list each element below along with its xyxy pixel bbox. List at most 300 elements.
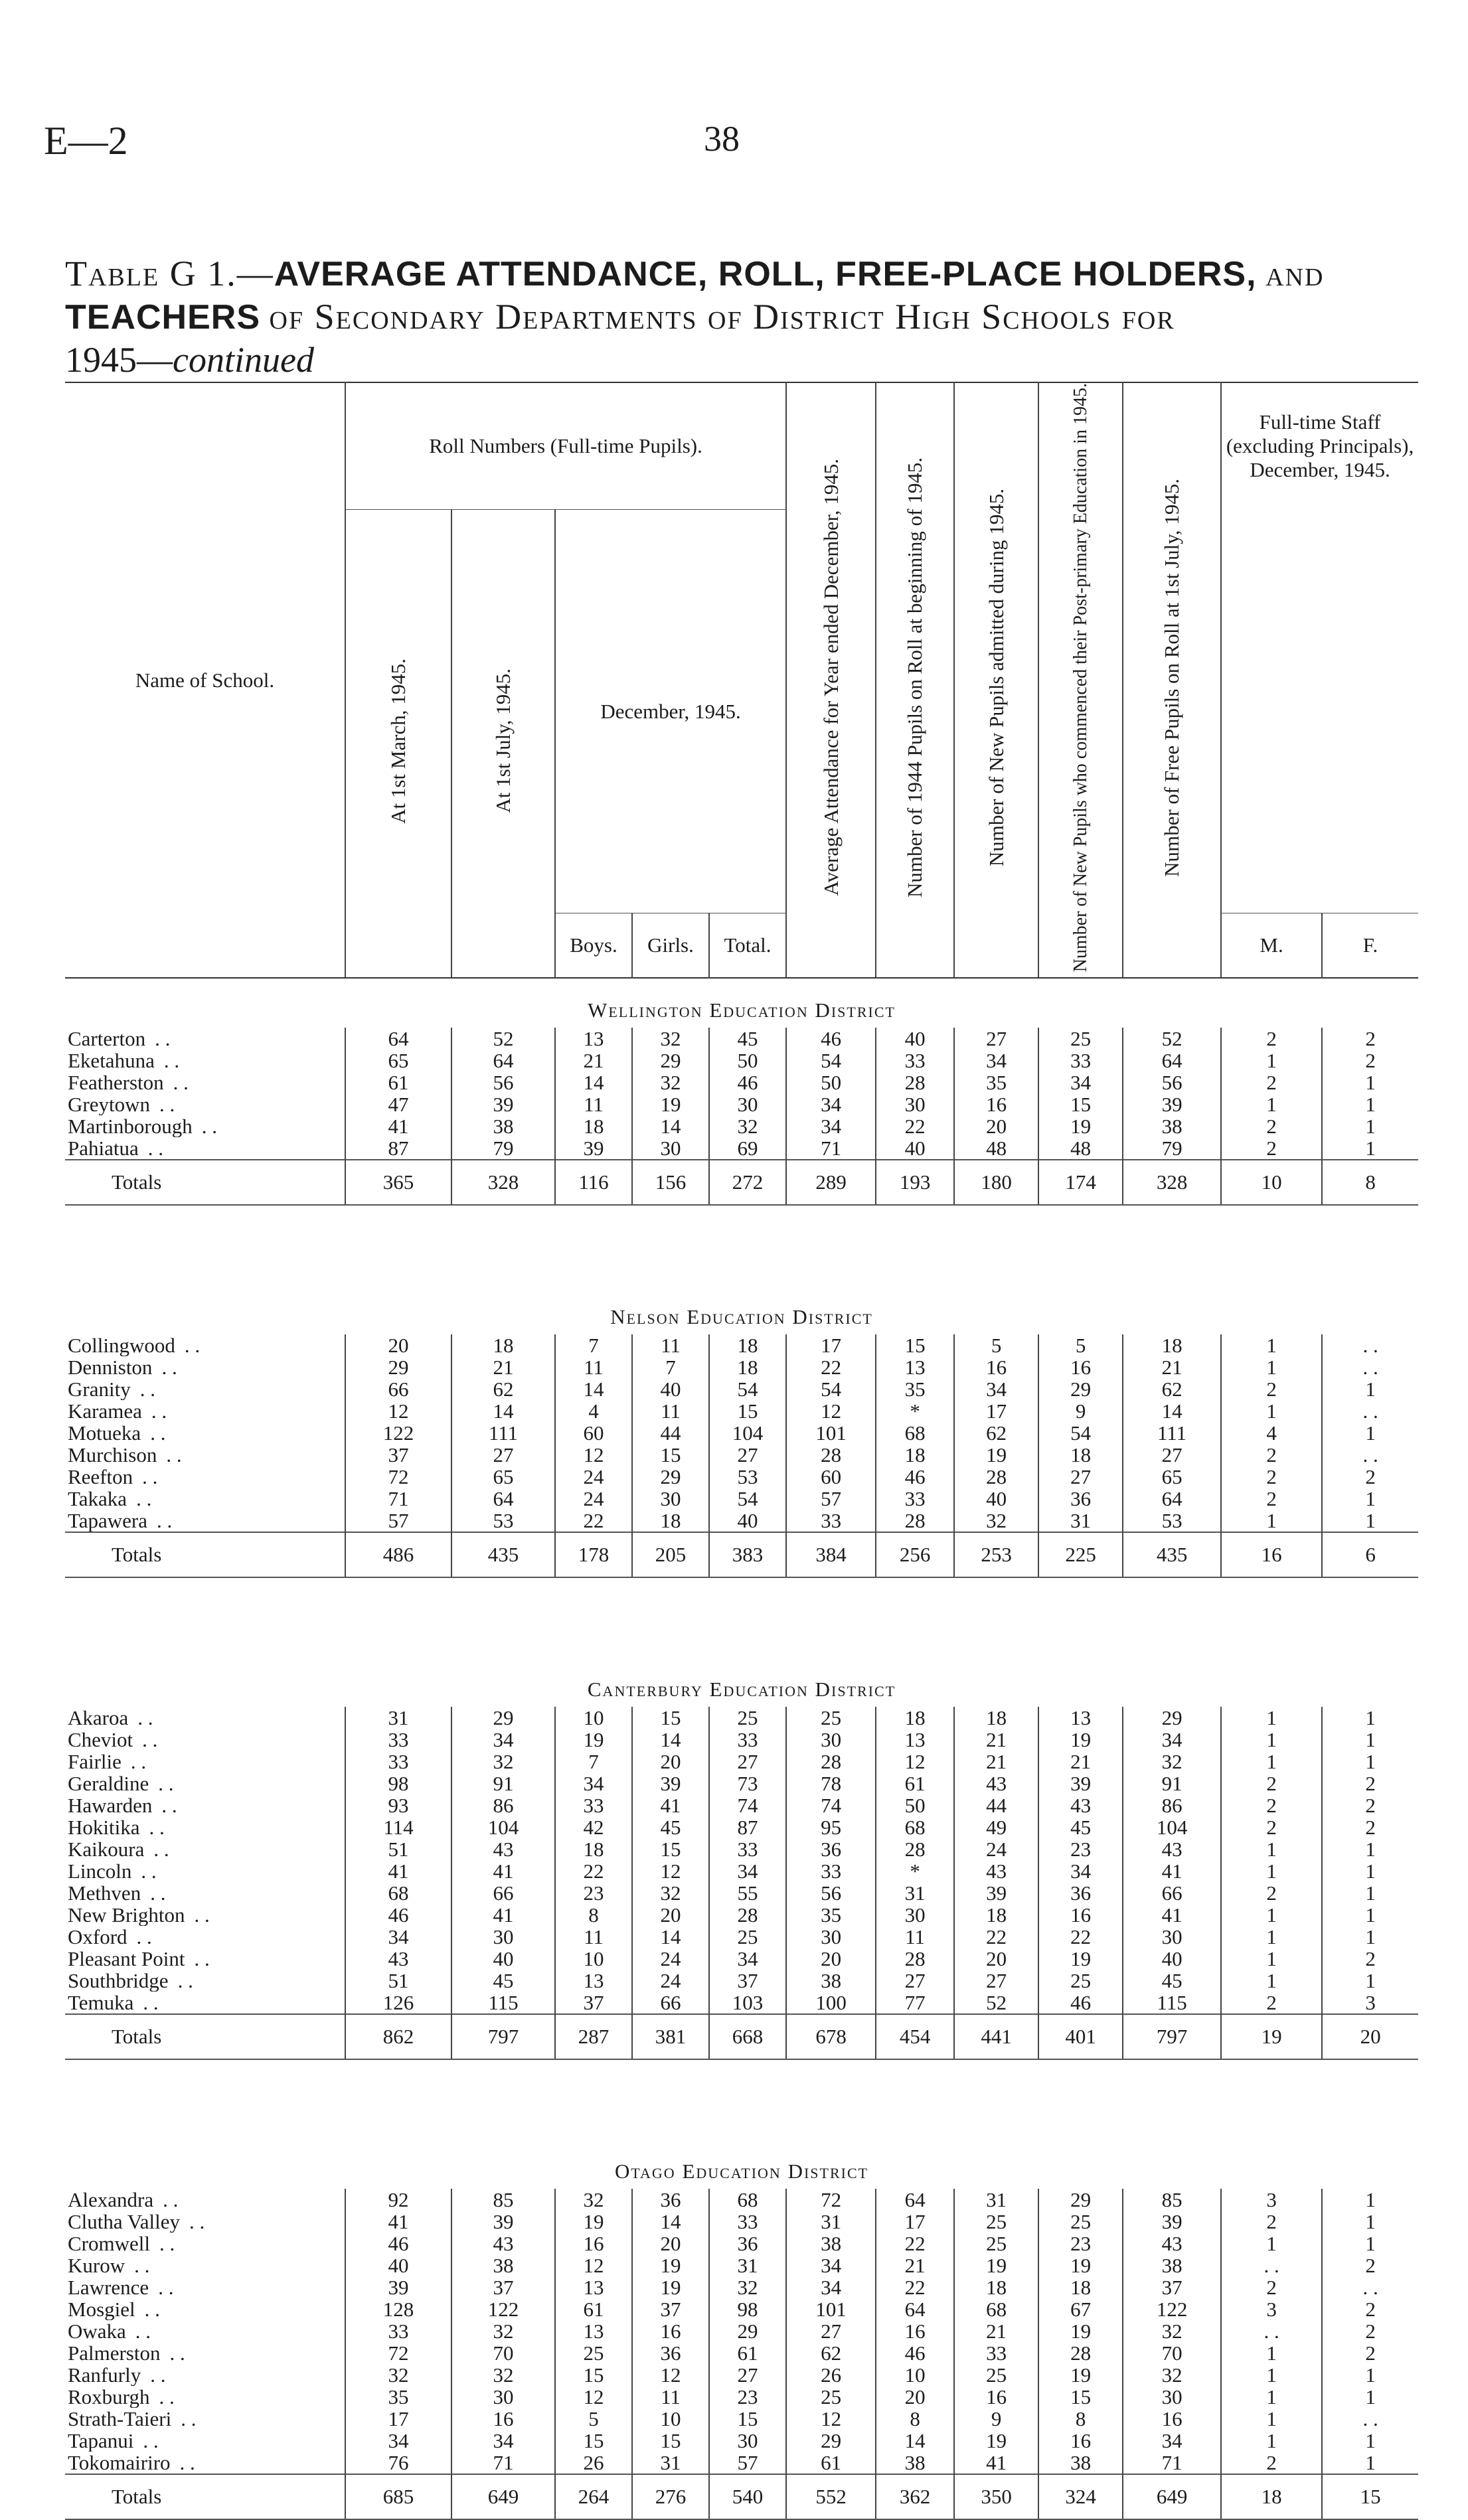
totals-cell: 649 — [1123, 2474, 1221, 2519]
leader-dots: . . — [201, 1115, 217, 1138]
table-cell: 40 — [632, 1378, 709, 1400]
table-cell: 41 — [1123, 1904, 1221, 1926]
table-cell: 31 — [1038, 1510, 1123, 1532]
table-cell: 13 — [555, 1970, 632, 1992]
table-cell: 27 — [709, 2364, 786, 2386]
school-name — [65, 1028, 345, 1050]
table-cell: 85 — [451, 2189, 555, 2211]
table-cell: . . — [1221, 2254, 1322, 2276]
table-row — [65, 1772, 1418, 1794]
table-cell: 19 — [954, 2254, 1038, 2276]
table-cell: 16 — [451, 2408, 555, 2430]
table-cell: 2 — [1322, 1466, 1418, 1488]
table-cell: 43 — [451, 2233, 555, 2254]
table-cell: 33 — [345, 1751, 451, 1772]
table-cell: 70 — [451, 2342, 555, 2364]
table-cell: 25 — [786, 2386, 876, 2408]
table-cell: 100 — [786, 1992, 876, 2014]
table-cell: 43 — [954, 1860, 1038, 1882]
table-row — [65, 1378, 1418, 1400]
table-cell: 1 — [1221, 2233, 1322, 2254]
leader-dots: . . — [147, 1137, 163, 1160]
table-cell: 37 — [451, 2276, 555, 2298]
table-cell: 115 — [451, 1992, 555, 2014]
table-cell: 24 — [555, 1488, 632, 1510]
table-row — [65, 1970, 1418, 1992]
school-name-text: Temuka — [68, 1992, 134, 2015]
table-row — [65, 1510, 1418, 1532]
school-name-text: Hokitika — [68, 1816, 140, 1839]
table-cell: 54 — [786, 1378, 876, 1400]
school-name-text: Oxford — [68, 1926, 127, 1948]
table-cell: 42 — [555, 1816, 632, 1838]
header-f: F. — [1322, 913, 1418, 978]
table-cell: 15 — [709, 2408, 786, 2430]
table-cell: 1 — [1221, 1334, 1322, 1356]
school-name — [65, 1093, 345, 1115]
totals-cell: 287 — [555, 2014, 632, 2059]
table-cell: 39 — [1123, 1093, 1221, 1115]
table-cell: 16 — [555, 2233, 632, 2254]
table-cell: 9 — [954, 2408, 1038, 2430]
school-name — [65, 1926, 345, 1948]
table-cell: 31 — [345, 1707, 451, 1729]
table-cell: 32 — [632, 1071, 709, 1093]
table-title — [65, 252, 1406, 381]
school-name — [65, 2430, 345, 2452]
leader-dots: . . — [159, 2386, 175, 2408]
table-cell: 31 — [786, 2211, 876, 2233]
table-row — [65, 2320, 1418, 2342]
table-cell: 61 — [555, 2298, 632, 2320]
table-cell: 39 — [954, 1882, 1038, 1904]
table-cell: 1 — [1322, 2430, 1418, 2452]
table-cell: 34 — [451, 1729, 555, 1751]
table-row — [65, 1400, 1418, 1422]
school-name-text: Akaroa — [68, 1707, 129, 1729]
table-cell: 18 — [954, 2276, 1038, 2298]
table-cell: 9 — [1038, 1400, 1123, 1422]
table-cell: 37 — [555, 1992, 632, 2014]
table-cell: 72 — [786, 2189, 876, 2211]
table-cell: 39 — [1038, 1772, 1123, 1794]
leader-dots: . . — [161, 1356, 177, 1379]
table-cell: 21 — [451, 1356, 555, 1378]
table-cell: 32 — [632, 1882, 709, 1904]
school-name — [65, 1356, 345, 1378]
table-row — [65, 2364, 1418, 2386]
table-cell: 18 — [954, 1904, 1038, 1926]
table-cell: 95 — [786, 1816, 876, 1838]
table-cell: 33 — [1038, 1050, 1123, 1071]
table-cell: 13 — [876, 1729, 954, 1751]
table-cell: 27 — [1123, 1444, 1221, 1466]
table-cell: 22 — [876, 1115, 954, 1137]
table-cell: 98 — [709, 2298, 786, 2320]
school-name — [65, 1115, 345, 1137]
table-cell: 12 — [632, 2364, 709, 2386]
table-cell: 56 — [786, 1882, 876, 1904]
school-name — [65, 1751, 345, 1772]
table-cell: 2 — [1322, 2342, 1418, 2364]
table-cell: 36 — [1038, 1488, 1123, 1510]
table-cell: 30 — [632, 1137, 709, 1160]
table-row — [65, 1050, 1418, 1071]
table-cell: 71 — [345, 1488, 451, 1510]
header-boys: Boys. — [555, 913, 632, 978]
school-name — [65, 1904, 345, 1926]
table-cell: 48 — [1038, 1137, 1123, 1160]
table-cell: 111 — [451, 1422, 555, 1444]
table-cell: 19 — [1038, 2364, 1123, 2386]
table-cell: 38 — [786, 1970, 876, 1992]
table-cell: 16 — [1038, 1356, 1123, 1378]
school-name — [65, 1948, 345, 1970]
school-name-text: Granity — [68, 1378, 131, 1401]
table-cell: 2 — [1221, 1466, 1322, 1488]
school-name-text: Eketahuna — [68, 1050, 155, 1072]
totals-cell: 328 — [451, 1160, 555, 1205]
totals-cell: 540 — [709, 2474, 786, 2519]
header-staff: Full-time Staff (excluding Principals), December, 1945. — [1221, 382, 1418, 510]
table-cell: 14 — [555, 1071, 632, 1093]
school-name-text: Karamea — [68, 1400, 142, 1423]
table-cell: 33 — [345, 2320, 451, 2342]
table-cell: 1 — [1221, 1948, 1322, 1970]
district-heading: Otago Education District — [614, 2160, 869, 2183]
table-cell: 10 — [555, 1707, 632, 1729]
table-cell: 7 — [555, 1751, 632, 1772]
school-name-text: Cheviot — [68, 1729, 133, 1751]
table-cell: 37 — [632, 2298, 709, 2320]
leader-dots: . . — [149, 1816, 165, 1839]
totals-cell: 8 — [1322, 1160, 1418, 1205]
table-cell: . . — [1322, 1444, 1418, 1466]
table-cell: 18 — [1038, 1444, 1123, 1466]
table-cell: 1 — [1322, 2211, 1418, 2233]
table-cell: 38 — [451, 2254, 555, 2276]
table-cell: 68 — [709, 2189, 786, 2211]
table-cell: 2 — [1322, 1050, 1418, 1071]
table-cell: 36 — [632, 2342, 709, 2364]
table-cell: 51 — [345, 1970, 451, 1992]
table-cell: 18 — [1038, 2276, 1123, 2298]
table-cell: 34 — [345, 1926, 451, 1948]
table-cell: 1 — [1221, 1729, 1322, 1751]
table-row — [65, 1948, 1418, 1970]
school-name — [65, 2298, 345, 2320]
table-cell: 91 — [451, 1772, 555, 1794]
table-cell: 2 — [1221, 1071, 1322, 1093]
table-cell: . . — [1322, 2408, 1418, 2430]
table-cell: 31 — [876, 1882, 954, 1904]
table-cell: 52 — [1123, 1028, 1221, 1050]
school-name-text: New Brighton — [68, 1904, 185, 1927]
table-cell: 17 — [876, 2211, 954, 2233]
table-cell: 19 — [632, 2276, 709, 2298]
table-cell: . . — [1322, 1400, 1418, 1422]
table-cell: 27 — [786, 2320, 876, 2342]
table-cell: 28 — [876, 1510, 954, 1532]
totals-cell: 276 — [632, 2474, 709, 2519]
table-cell: 48 — [954, 1137, 1038, 1160]
table-cell: 40 — [876, 1028, 954, 1050]
table-cell: 20 — [632, 1751, 709, 1772]
school-name — [65, 1707, 345, 1729]
table-cell: 1 — [1322, 1926, 1418, 1948]
table-cell: 1 — [1322, 1860, 1418, 1882]
totals-cell: 180 — [954, 1160, 1038, 1205]
totals-cell: 156 — [632, 1160, 709, 1205]
table-cell: 16 — [632, 2320, 709, 2342]
table-row — [65, 1751, 1418, 1772]
table-cell: 12 — [786, 2408, 876, 2430]
table-row — [65, 1882, 1418, 1904]
table-cell: 1 — [1322, 2364, 1418, 2386]
table-cell: 29 — [1038, 1378, 1123, 1400]
school-name-text: Carterton — [68, 1028, 146, 1050]
table-cell: 64 — [876, 2189, 954, 2211]
totals-cell: 116 — [555, 1160, 632, 1205]
table-cell: 28 — [1038, 2342, 1123, 2364]
table-cell: 122 — [451, 2298, 555, 2320]
table-cell: 16 — [954, 1093, 1038, 1115]
table-cell: 49 — [954, 1816, 1038, 1838]
table-cell: 29 — [632, 1050, 709, 1071]
table-cell: 14 — [555, 1378, 632, 1400]
table-cell: 57 — [709, 2452, 786, 2474]
table-cell: 19 — [954, 1444, 1038, 1466]
table-cell: 45 — [1038, 1816, 1123, 1838]
header-girls: Girls. — [632, 913, 709, 978]
table-cell: 34 — [954, 1050, 1038, 1071]
table-cell: 32 — [451, 2364, 555, 2386]
table-cell: 22 — [555, 1860, 632, 1882]
header-avg-attendance: Average Attendance for Year ended December, 1945. — [786, 382, 876, 978]
table-cell: 1 — [1322, 1422, 1418, 1444]
totals-cell: 253 — [954, 1532, 1038, 1577]
table-cell: 51 — [345, 1838, 451, 1860]
table-cell: 30 — [709, 1093, 786, 1115]
table-cell: 37 — [345, 1444, 451, 1466]
table-cell: 1 — [1221, 1926, 1322, 1948]
table-cell: 44 — [954, 1794, 1038, 1816]
leader-dots: . . — [151, 1400, 167, 1423]
table-cell: 36 — [1038, 1882, 1123, 1904]
school-name — [65, 2211, 345, 2233]
table-cell: 13 — [876, 1356, 954, 1378]
table-cell: 29 — [1038, 2189, 1123, 2211]
table-cell: 60 — [786, 1466, 876, 1488]
table-cell: 33 — [786, 1860, 876, 1882]
leader-dots: . . — [163, 2189, 179, 2211]
totals-cell: 328 — [1123, 1160, 1221, 1205]
school-name-text: Kurow — [68, 2254, 125, 2277]
table-cell: 11 — [632, 1334, 709, 1356]
table-cell: 19 — [1038, 2320, 1123, 2342]
table-cell: 30 — [876, 1093, 954, 1115]
table-cell: 22 — [876, 2276, 954, 2298]
table-cell: 86 — [451, 1794, 555, 1816]
school-name-text: Lawrence — [68, 2276, 149, 2299]
table-cell: 35 — [786, 1904, 876, 1926]
table-cell: 16 — [876, 2320, 954, 2342]
table-cell: 20 — [632, 1904, 709, 1926]
school-name — [65, 1137, 345, 1160]
school-name — [65, 1488, 345, 1510]
school-name-text: Fairlie — [68, 1751, 122, 1773]
school-name-text: Alexandra — [68, 2189, 154, 2211]
table-cell: 18 — [632, 1510, 709, 1532]
table-cell: 35 — [876, 1378, 954, 1400]
table-cell: 64 — [451, 1488, 555, 1510]
totals-cell: 797 — [1123, 2014, 1221, 2059]
district-heading-row — [65, 1285, 1418, 1334]
table-row — [65, 2452, 1418, 2474]
table-cell: 12 — [345, 1400, 451, 1422]
table-cell: 30 — [451, 2386, 555, 2408]
table-cell: 1 — [1322, 1729, 1418, 1751]
leader-dots: . . — [169, 2342, 185, 2365]
table-row — [65, 1422, 1418, 1444]
table-cell: 57 — [786, 1488, 876, 1510]
table-cell: 30 — [632, 1488, 709, 1510]
school-name-text: Tokomairiro — [68, 2452, 171, 2475]
table-cell: 71 — [451, 2452, 555, 2474]
table-cell: 1 — [1221, 1093, 1322, 1115]
table-cell: 25 — [555, 2342, 632, 2364]
school-name — [65, 1071, 345, 1093]
school-name-text: Methven — [68, 1882, 141, 1905]
school-name-text: Tapawera — [68, 1510, 148, 1533]
table-cell: 28 — [876, 1948, 954, 1970]
table-cell: 32 — [954, 1510, 1038, 1532]
table-row — [65, 1816, 1418, 1838]
table-cell: 22 — [876, 2233, 954, 2254]
table-cell: 18 — [954, 1707, 1038, 1729]
table-cell: 14 — [876, 2430, 954, 2452]
table-cell: 17 — [954, 1400, 1038, 1422]
table-row — [65, 2430, 1418, 2452]
school-name — [65, 2254, 345, 2276]
table-cell: * — [876, 1860, 954, 1882]
table-cell: 87 — [709, 1816, 786, 1838]
table-cell: 40 — [451, 1948, 555, 1970]
table-cell: 22 — [1038, 1926, 1123, 1948]
table-cell: 18 — [876, 1444, 954, 1466]
table-cell: 41 — [451, 1860, 555, 1882]
table-cell: 104 — [1123, 1816, 1221, 1838]
leader-dots: . . — [150, 1882, 166, 1905]
table-cell: 15 — [632, 1444, 709, 1466]
table-cell: 24 — [632, 1948, 709, 1970]
table-cell: 45 — [1123, 1970, 1221, 1992]
table-cell: 68 — [876, 1816, 954, 1838]
table-row — [65, 1466, 1418, 1488]
table-cell: 2 — [1221, 1488, 1322, 1510]
leader-dots: . . — [144, 2298, 160, 2321]
table-row — [65, 2189, 1418, 2211]
leader-dots: . . — [194, 1904, 210, 1927]
totals-cell: 862 — [345, 2014, 451, 2059]
table-cell: 15 — [555, 2364, 632, 2386]
school-name-text: Kaikoura — [68, 1838, 145, 1861]
leader-dots: . . — [143, 1992, 159, 2015]
table-cell: 50 — [709, 1050, 786, 1071]
table-cell: 35 — [954, 1071, 1038, 1093]
table-row — [65, 1093, 1418, 1115]
totals-cell: 668 — [709, 2014, 786, 2059]
table-cell: 33 — [709, 1838, 786, 1860]
table-cell: 15 — [555, 2430, 632, 2452]
table-cell: 30 — [1123, 2386, 1221, 2408]
table-cell: 34 — [345, 2430, 451, 2452]
header-new-post-primary: Number of New Pupils who commenced their Post-primary Education in 1945. — [1038, 382, 1123, 978]
leader-dots: . . — [159, 1093, 175, 1116]
title-rest: of Secondary Departments of District High Schools for — [269, 297, 1175, 337]
table-cell: 98 — [345, 1772, 451, 1794]
table-cell: 39 — [451, 1093, 555, 1115]
table-cell: 46 — [345, 1904, 451, 1926]
table-cell: 37 — [1123, 2276, 1221, 2298]
table-cell: 31 — [632, 2452, 709, 2474]
table-cell: 33 — [876, 1050, 954, 1071]
totals-row — [65, 1532, 1418, 1577]
school-name — [65, 1794, 345, 1816]
leader-dots: . . — [189, 2211, 205, 2233]
table-cell: 18 — [555, 1838, 632, 1860]
table-cell: 43 — [345, 1948, 451, 1970]
table-cell: 92 — [345, 2189, 451, 2211]
table-cell: 70 — [1123, 2342, 1221, 2364]
school-name-text: Pahiatua — [68, 1137, 139, 1160]
table-cell: 78 — [786, 1772, 876, 1794]
table-cell: 19 — [632, 2254, 709, 2276]
table-cell: 20 — [954, 1948, 1038, 1970]
table-cell: 43 — [1123, 1838, 1221, 1860]
table-cell: 38 — [1038, 2452, 1123, 2474]
table-cell: 103 — [709, 1992, 786, 2014]
leader-dots: . . — [136, 1488, 152, 1510]
leader-dots: . . — [153, 1838, 169, 1861]
school-name-text: Hawarden — [68, 1794, 153, 1817]
table-cell: 8 — [1038, 2408, 1123, 2430]
table-cell: 25 — [1038, 2211, 1123, 2233]
table-cell: 1 — [1322, 2233, 1418, 2254]
table-cell: 19 — [555, 2211, 632, 2233]
table-cell: 50 — [876, 1794, 954, 1816]
table-cell: 32 — [345, 2364, 451, 2386]
table-cell: 7 — [632, 1356, 709, 1378]
table-cell: 33 — [345, 1729, 451, 1751]
district-heading-row — [65, 978, 1418, 1028]
table-cell: 34 — [555, 1772, 632, 1794]
leader-dots: . . — [158, 2276, 174, 2299]
table-cell: 64 — [345, 1028, 451, 1050]
table-cell: 39 — [1123, 2211, 1221, 2233]
school-name — [65, 1422, 345, 1444]
table-cell: 33 — [709, 2211, 786, 2233]
table-cell: 1 — [1221, 1400, 1322, 1422]
table-cell: 14 — [632, 1926, 709, 1948]
table-cell: 38 — [1123, 1115, 1221, 1137]
table-cell: 15 — [632, 1707, 709, 1729]
table-cell: 32 — [451, 1751, 555, 1772]
school-name — [65, 2320, 345, 2342]
table-cell: 1 — [1322, 2386, 1418, 2408]
table-cell: 20 — [876, 2386, 954, 2408]
school-name — [65, 2189, 345, 2211]
